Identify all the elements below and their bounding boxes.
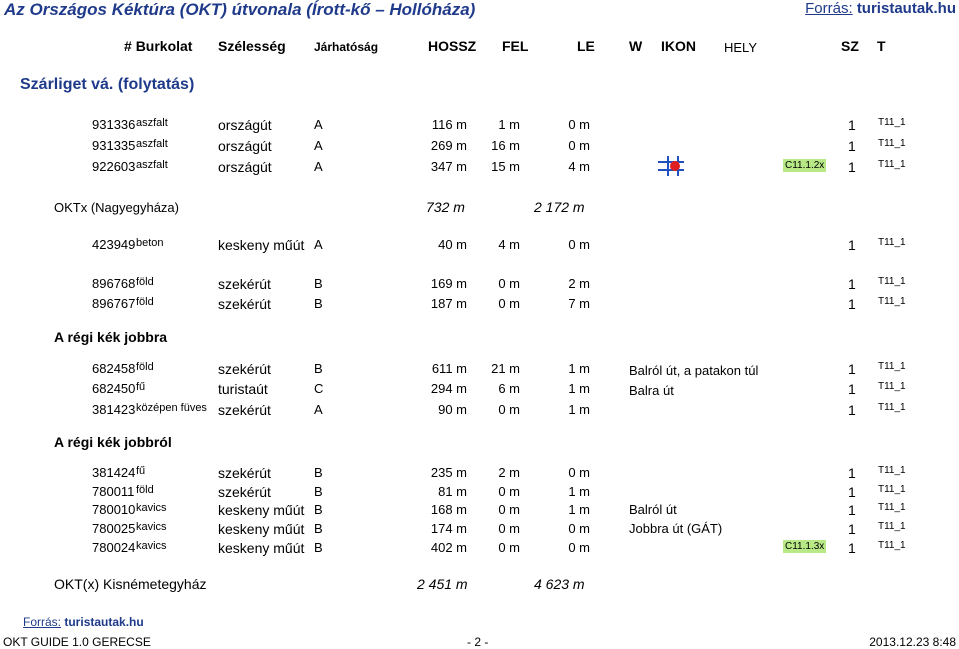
row-sz: 1	[848, 117, 856, 133]
row-szelesseg: keskeny műút	[218, 502, 305, 518]
row-t: T11_1	[878, 159, 906, 170]
row-jarhatosag: A	[314, 117, 323, 132]
row-w: Balra út	[629, 383, 674, 398]
row-sz: 1	[848, 159, 856, 175]
footer-guide: OKT GUIDE 1.0 GERECSE	[3, 635, 151, 649]
row-jarhatosag: A	[314, 402, 323, 417]
row-szelesseg: országút	[218, 117, 272, 133]
row-hossz: 294 m	[430, 381, 467, 396]
row-sz: 1	[848, 138, 856, 154]
row-sz: 1	[848, 521, 856, 537]
row-fel: 1 m	[498, 117, 520, 132]
row-fel: 15 m	[491, 159, 520, 174]
row-t: T11_1	[878, 502, 906, 513]
row-jarhatosag: A	[314, 237, 323, 252]
row-id: 381424	[92, 465, 136, 480]
row-szelesseg: keskeny műút	[218, 521, 305, 537]
row-t: T11_1	[878, 381, 906, 392]
row-burkolat: föld	[136, 276, 154, 288]
row-jarhatosag: B	[314, 465, 323, 480]
table-row	[0, 540, 959, 560]
row-t: T11_1	[878, 117, 906, 128]
table-row	[0, 361, 959, 381]
row-szelesseg: szekérút	[218, 402, 271, 418]
row-burkolat: kavics	[136, 502, 167, 514]
row-jarhatosag: C	[314, 381, 324, 396]
row-szelesseg: turistaút	[218, 381, 268, 397]
row-le: 1 m	[568, 381, 590, 396]
row-t: T11_1	[878, 138, 906, 149]
row-szelesseg: szekérút	[218, 484, 271, 500]
row-szelesseg: országút	[218, 138, 272, 154]
group-okt-nagyegyhaza-hossz: 732 m	[426, 199, 465, 215]
table-row	[0, 237, 959, 257]
group-regi-kek-jobbra: A régi kék jobbra	[54, 329, 168, 345]
group-okt-kisnemetegyhaz-hossz: 2 451 m	[417, 576, 468, 592]
row-id: 931336	[92, 117, 136, 132]
row-id: 931335	[92, 138, 136, 153]
row-burkolat: aszfalt	[136, 159, 168, 171]
row-id: 896768	[92, 276, 136, 291]
row-w: Jobbra út (GÁT)	[629, 521, 723, 536]
page-title: Az Országos Kéktúra (OKT) útvonala (Írott-kő – Hollóháza)	[4, 0, 476, 19]
row-szelesseg: országút	[218, 159, 272, 175]
col-header-hely: HELY	[724, 40, 757, 55]
table-row	[0, 117, 959, 137]
row-hossz: 168 m	[430, 502, 467, 517]
row-burkolat: középen füves	[136, 402, 207, 414]
row-le: 1 m	[568, 361, 590, 376]
row-hossz: 116 m	[431, 117, 467, 132]
row-jarhatosag: B	[314, 361, 323, 376]
col-header-fel: FEL	[502, 38, 529, 54]
row-fel: 16 m	[491, 138, 520, 153]
row-id: 922603	[92, 159, 136, 174]
row-jarhatosag: A	[314, 159, 323, 174]
row-szelesseg: szekérút	[218, 296, 271, 312]
section-title: Szárliget vá. (folytatás)	[20, 76, 195, 93]
row-id: 896767	[92, 296, 136, 311]
row-hely-badge: C11.1.2x	[785, 160, 825, 171]
group-okt-nagyegyhaza: OKTx (Nagyegyháza)	[54, 200, 179, 215]
source-value: turistautak.hu	[856, 0, 956, 17]
row-le: 0 m	[568, 138, 590, 153]
row-le: 1 m	[568, 402, 590, 417]
row-fel: 4 m	[498, 237, 520, 252]
table-row	[0, 484, 959, 504]
row-t: T11_1	[878, 276, 906, 287]
row-le: 1 m	[568, 502, 590, 517]
table-row	[0, 138, 959, 158]
row-burkolat: fű	[136, 465, 146, 477]
footer-source-value: turistautak.hu	[64, 615, 144, 629]
row-hossz: 611 m	[431, 361, 467, 376]
group-okt-nagyegyhaza-fel: 2 172 m	[534, 199, 585, 215]
row-jarhatosag: B	[314, 502, 323, 517]
row-jarhatosag: B	[314, 521, 323, 536]
row-hossz: 402 m	[430, 540, 467, 555]
col-header-ikon: IKON	[661, 38, 696, 54]
table-row	[0, 502, 959, 522]
source-top	[805, 0, 956, 17]
col-header-jarhatosag: Járhatóság	[314, 40, 379, 54]
row-szelesseg: szekérút	[218, 276, 271, 292]
row-t: T11_1	[878, 296, 906, 307]
row-sz: 1	[848, 276, 856, 292]
row-fel: 0 m	[498, 502, 520, 517]
row-id: 423949	[92, 237, 136, 252]
table-row	[0, 296, 959, 316]
row-burkolat: aszfalt	[136, 138, 168, 150]
row-fel: 6 m	[498, 381, 520, 396]
row-hossz: 269 m	[430, 138, 467, 153]
row-t: T11_1	[878, 465, 906, 476]
row-jarhatosag: A	[314, 138, 323, 153]
row-id: 682458	[92, 361, 136, 376]
row-fel: 0 m	[498, 402, 520, 417]
row-w: Balról út	[629, 502, 677, 517]
row-burkolat: fű	[136, 381, 146, 393]
table-row	[0, 465, 959, 485]
row-jarhatosag: B	[314, 276, 323, 291]
table-row	[0, 381, 959, 401]
row-burkolat: kavics	[136, 540, 167, 552]
col-header-le: LE	[577, 38, 595, 54]
row-hely-badge: C11.1.3x	[785, 541, 825, 552]
col-header-w: W	[629, 38, 643, 54]
row-hossz: 187 m	[430, 296, 467, 311]
col-header-sz: SZ	[841, 38, 859, 54]
group-okt-kisnemetegyhaz: OKT(x) Kisnémetegyház	[54, 576, 207, 592]
row-fel: 0 m	[498, 540, 520, 555]
row-le: 4 m	[568, 159, 590, 174]
row-fel: 21 m	[491, 361, 520, 376]
row-le: 0 m	[568, 237, 590, 252]
row-hossz: 169 m	[430, 276, 467, 291]
footer-source-label-link[interactable]: Forrás:	[23, 615, 62, 629]
row-sz: 1	[848, 296, 856, 312]
row-le: 1 m	[568, 484, 590, 499]
row-t: T11_1	[878, 361, 906, 372]
row-burkolat: föld	[136, 361, 154, 373]
row-id: 780025	[92, 521, 136, 536]
row-id: 780024	[92, 540, 136, 555]
col-header-t: T	[877, 38, 886, 54]
row-fel: 0 m	[498, 296, 520, 311]
row-hossz: 40 m	[438, 237, 467, 252]
row-burkolat: föld	[136, 296, 154, 308]
group-regi-kek-jobbrol: A régi kék jobbról	[54, 434, 172, 450]
footer-datetime: 2013.12.23 8:48	[869, 635, 956, 649]
col-header-num: # Burkolat	[124, 38, 193, 54]
row-sz: 1	[848, 237, 856, 253]
row-fel: 2 m	[498, 465, 520, 480]
row-fel: 0 m	[498, 276, 520, 291]
row-jarhatosag: B	[314, 296, 323, 311]
row-t: T11_1	[878, 402, 906, 413]
row-jarhatosag: B	[314, 484, 323, 499]
row-burkolat: föld	[136, 484, 154, 496]
source-label-link[interactable]: Forrás:	[805, 0, 853, 17]
footer-page-number: - 2 -	[467, 635, 489, 649]
row-fel: 0 m	[498, 521, 520, 536]
col-header-szelesseg: Szélesség	[218, 38, 286, 54]
row-t: T11_1	[878, 237, 906, 248]
row-sz: 1	[848, 361, 856, 377]
row-szelesseg: keskeny műút	[218, 237, 305, 253]
footer-source	[23, 615, 144, 629]
table-row	[0, 521, 959, 541]
row-sz: 1	[848, 502, 856, 518]
row-le: 0 m	[568, 540, 590, 555]
row-sz: 1	[848, 484, 856, 500]
row-sz: 1	[848, 381, 856, 397]
row-w: Balról út, a patakon túl	[629, 363, 759, 378]
railway-crossing-icon	[658, 155, 684, 177]
row-hossz: 174 m	[430, 521, 467, 536]
row-le: 0 m	[568, 521, 590, 536]
row-le: 0 m	[568, 465, 590, 480]
col-header-hossz: HOSSZ	[428, 38, 477, 54]
row-t: T11_1	[878, 540, 906, 551]
row-id: 381423	[92, 402, 136, 417]
row-burkolat: aszfalt	[136, 117, 168, 129]
row-hossz: 235 m	[430, 465, 467, 480]
row-hossz: 347 m	[430, 159, 467, 174]
row-sz: 1	[848, 540, 856, 556]
row-le: 0 m	[568, 117, 590, 132]
row-t: T11_1	[878, 484, 906, 495]
row-burkolat: kavics	[136, 521, 167, 533]
table-row	[0, 276, 959, 296]
row-jarhatosag: B	[314, 540, 323, 555]
row-burkolat: beton	[136, 237, 164, 249]
row-hossz: 81 m	[438, 484, 467, 499]
row-szelesseg: szekérút	[218, 361, 271, 377]
row-sz: 1	[848, 402, 856, 418]
table-row	[0, 159, 959, 179]
row-le: 2 m	[568, 276, 590, 291]
table-row	[0, 402, 959, 422]
row-id: 682450	[92, 381, 136, 396]
row-fel: 0 m	[498, 484, 520, 499]
row-id: 780011	[92, 484, 135, 499]
row-hossz: 90 m	[438, 402, 467, 417]
row-t: T11_1	[878, 521, 906, 532]
row-le: 7 m	[568, 296, 590, 311]
row-sz: 1	[848, 465, 856, 481]
row-szelesseg: keskeny műút	[218, 540, 305, 556]
group-okt-kisnemetegyhaz-fel: 4 623 m	[534, 576, 585, 592]
row-id: 780010	[92, 502, 136, 517]
row-szelesseg: szekérút	[218, 465, 271, 481]
